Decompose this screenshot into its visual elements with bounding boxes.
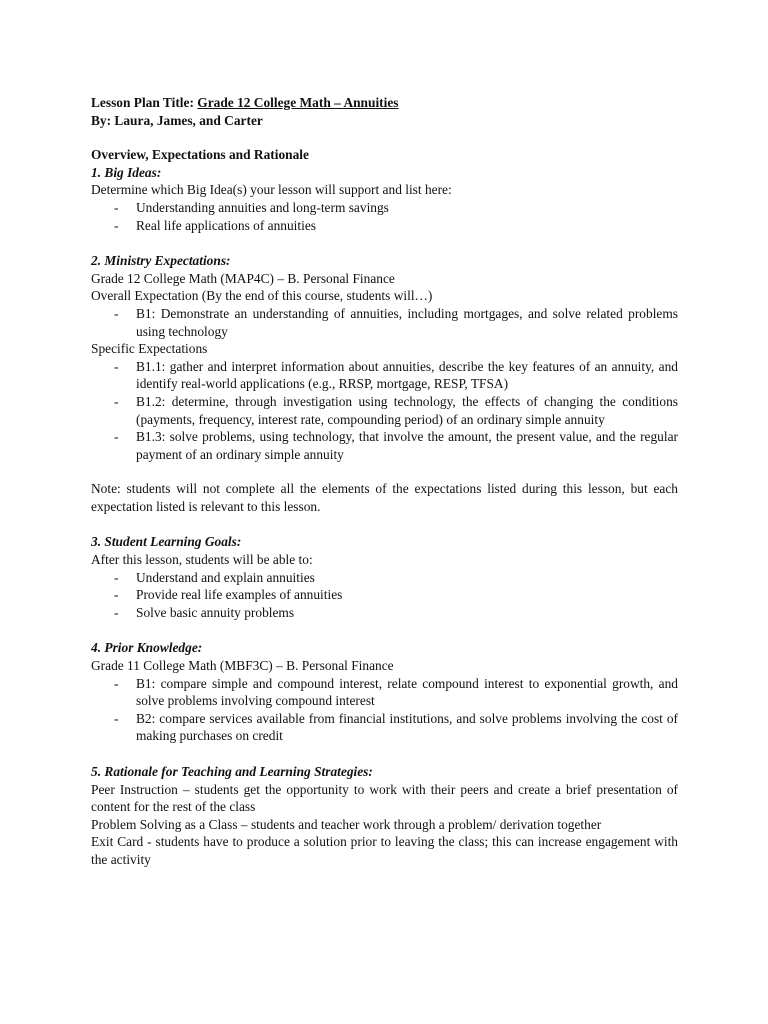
prior-knowledge-list xyxy=(91,675,678,745)
list-item: - Understanding annuities and long-term savings xyxy=(114,199,389,215)
list-item: - B1.3: solve problems, using technology, that involve the amount, the present value, and the regular payment of an ordinary simple annuity xyxy=(114,429,678,462)
list-item: - Solve basic annuity problems xyxy=(114,604,295,620)
big-ideas-list xyxy=(91,199,678,234)
big-ideas-intro: Determine which Big Idea(s) your lesson will support and list here: xyxy=(91,182,452,198)
rationale-peer-instruction: Peer Instruction – students get the opportunity to work with their peers and create a brief presentation of content for the rest of the class xyxy=(91,781,678,815)
learning-goals-intro: After this lesson, students will be able to: xyxy=(91,552,313,568)
overall-expectation-list xyxy=(91,305,678,340)
learning-goals-list xyxy=(91,569,678,622)
specific-expectations-label: Specific Expectations xyxy=(91,341,208,357)
expectations-note: Note: students will not complete all the elements of the expectations listed during this lesson, but each expectation listed is relevant to this lesson. xyxy=(91,481,678,514)
list-item: - B1.1: gather and interpret information about annuities, describe the key features of an annuity, and identify real-world applications (e.g., RRSP, mortgage, RESP, TFSA) xyxy=(114,358,678,392)
specific-expectations-list xyxy=(91,358,678,464)
lesson-title-label: Lesson Plan Title: xyxy=(91,95,198,110)
rationale-exit-card: Exit Card - students have to produce a solution prior to leaving the class; this can increase engagement with the activity xyxy=(91,834,678,867)
list-item: - B1: Demonstrate an understanding of annuities, including mortgages, and solve related problems using technology xyxy=(114,305,678,339)
list-item: - Real life applications of annuities xyxy=(114,217,316,233)
prior-knowledge-course: Grade 11 College Math (MBF3C) – B. Personal Finance xyxy=(91,658,394,674)
overview-heading: Overview, Expectations and Rationale xyxy=(91,147,309,163)
list-item: - B1.2: determine, through investigation using technology, the effects of changing the conditions (payments, frequency, interest rate, compounding period) of an ordinary simple annuity xyxy=(114,393,678,427)
list-item: - Understand and explain annuities xyxy=(114,569,315,585)
lesson-title-line xyxy=(91,94,678,112)
ministry-heading: 2. Ministry Expectations: xyxy=(91,253,231,269)
learning-goals-heading: 3. Student Learning Goals: xyxy=(91,534,242,550)
lesson-title-value: Grade 12 College Math – Annuities xyxy=(197,95,399,110)
rationale-problem-solving: Problem Solving as a Class – students and teacher work through a problem/ derivation together xyxy=(91,816,602,832)
document-body xyxy=(91,94,678,869)
list-item: - Provide real life examples of annuities xyxy=(114,587,343,603)
list-item: - B2: compare services available from financial institutions, and solve problems involving the cost of making purchases on credit xyxy=(114,710,678,744)
rationale-heading: 5. Rationale for Teaching and Learning Strategies: xyxy=(91,764,373,779)
big-ideas-heading: 1. Big Ideas: xyxy=(91,164,162,180)
overall-expectation-label: Overall Expectation (By the end of this course, students will…) xyxy=(91,288,433,304)
authors-line: By: Laura, James, and Carter xyxy=(91,112,263,128)
prior-knowledge-heading: 4. Prior Knowledge: xyxy=(91,640,203,656)
list-item: - B1: compare simple and compound interest, relate compound interest to exponential growth, and solve problems involving compound interest xyxy=(114,675,678,709)
ministry-course: Grade 12 College Math (MAP4C) – B. Personal Finance xyxy=(91,270,395,286)
